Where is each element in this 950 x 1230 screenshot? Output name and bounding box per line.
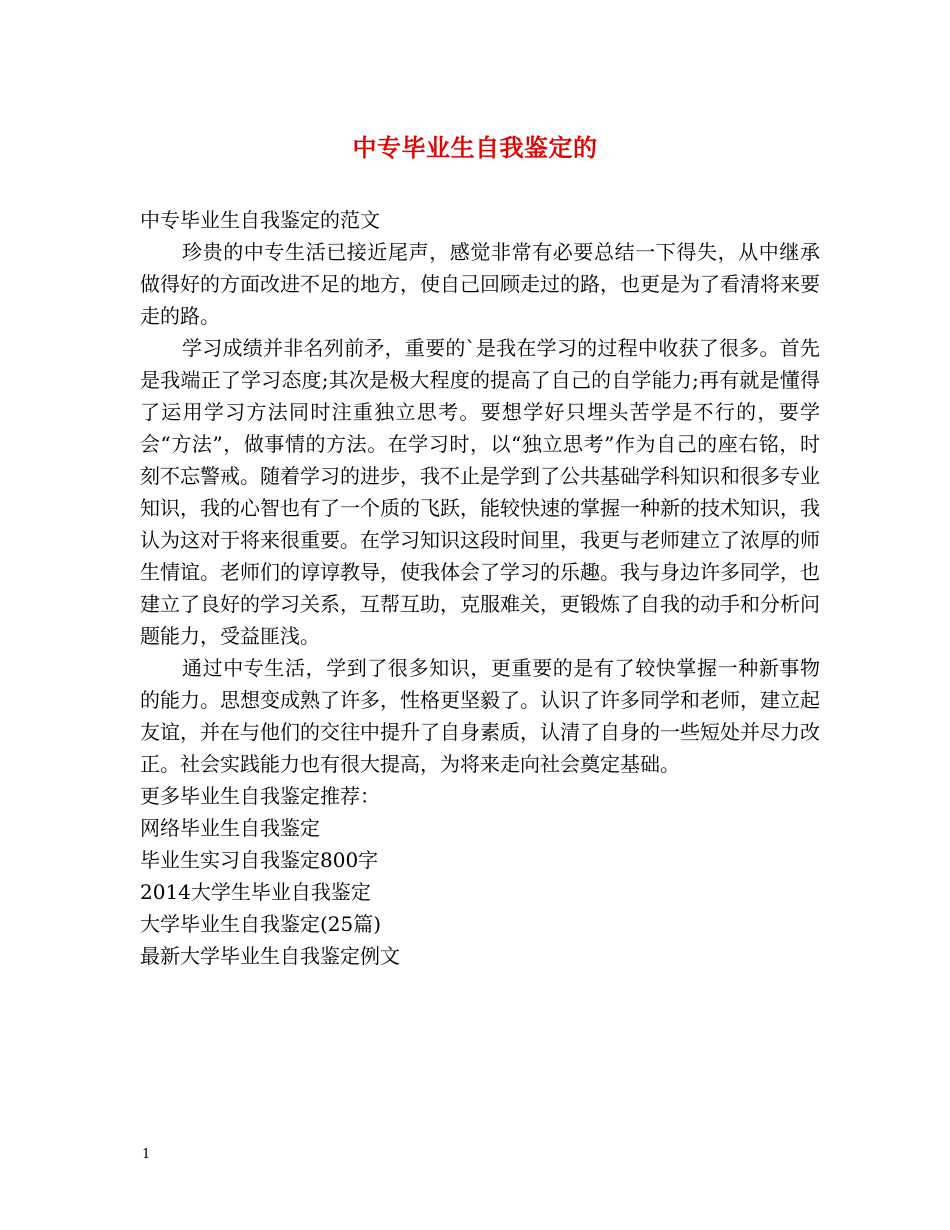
more-recommendations-heading: 更多毕业生自我鉴定推荐： [140,784,380,808]
paragraph-1: 珍贵的中专生活已接近尾声，感觉非常有必要总结一下得失，从中继承做得好的方面改进不足的地方，使自己回顾走过的路，也更是为了看清将来要走的路。 [140,240,820,328]
related-link[interactable]: 毕业生实习自我鉴定800字 [140,848,379,872]
related-link[interactable]: 2014大学生毕业自我鉴定 [140,880,371,904]
related-link[interactable]: 网络毕业生自我鉴定 [140,816,320,840]
document-title: 中专毕业生自我鉴定的 [352,133,598,162]
related-link[interactable]: 大学毕业生自我鉴定(25篇) [140,912,382,936]
document-subtitle: 中专毕业生自我鉴定的范文 [140,208,380,232]
related-links-list [140,812,820,972]
related-link[interactable]: 最新大学毕业生自我鉴定例文 [140,944,400,968]
paragraph-2: 学习成绩并非名列前矛，重要的`是我在学习的过程中收获了很多。首先是我端正了学习态度;其次是极大程度的提高了自己的自学能力;再有就是懂得了运用学习方法同时注重独立思考。要想学好只埋头苦学是不行的，要学会“方法”，做事情的方法。在学习时，以“独立思考”作为自己的座右铭，时刻不忘警戒。随着学习的进步，我不止是学到了公共基础学科知识和很多专业知识，我的心智也有了一个质的飞跃，能较快速的掌握一种新的技术知识，我认为这对于将来很重要。在学习知识这段时间里，我更与老师建立了浓厚的师生情谊。老师们的谆谆教导，使我体会了学习的乐趣。我与身边许多同学，也建立了良好的学习关系，互帮互助，克服难关，更锻炼了自我的动手和分析问题能力，受益匪浅。 [140,336,820,648]
paragraph-3: 通过中专生活，学到了很多知识，更重要的是有了较快掌握一种新事物的能力。思想变成熟了许多，性格更坚毅了。认识了许多同学和老师，建立起友谊，并在与他们的交往中提升了自身素质，认清了自身的一些短处并尽力改正。社会实践能力也有很大提高，为将来走向社会奠定基础。 [140,656,820,776]
page-number: 1 [142,1147,151,1162]
document-body [140,204,820,972]
